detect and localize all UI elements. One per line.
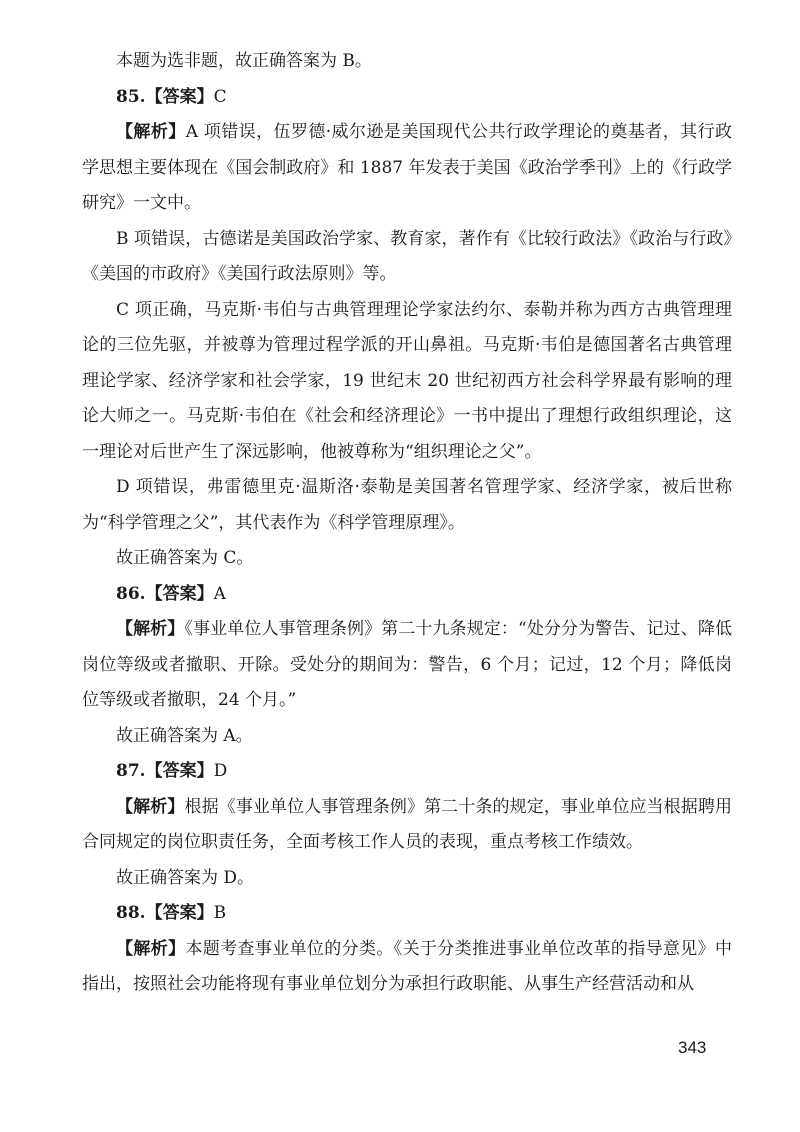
paragraph-heading: 88.【答案】	[116, 903, 214, 923]
paragraph-heading: 85.【答案】	[116, 86, 214, 107]
paragraph-text: A 项错误，伍罗德·威尔逊是美国现代公共行政学理论的奠基者，其行政学思想主要体现在《国会制政府》和 1887 年发表于美国《政治学季刊》上的《行政学研究》一文中。	[82, 122, 733, 213]
paragraph	[82, 754, 732, 790]
paragraph	[82, 577, 732, 613]
paragraph	[82, 541, 732, 577]
paragraph-text: C 项正确，马克斯·韦伯与古典管理理论学家法约尔、泰勒并称为西方古典管理理论的三位先驱，并被尊为管理过程学派的开山鼻祖。马克斯·韦伯是德国著名古典管理理论学家、经济学家和社会学家，19 世纪末 20 世纪初西方社会科学界最有影响的理论大师之一。马克斯·韦伯在《社会和经济理论》一书中提出了理想行政组织理论，这一理论对后世产生了深远影响，他被尊称为“组织理论之父”。	[82, 299, 732, 462]
paragraph	[82, 44, 732, 80]
paragraph-text: 根据《事业单位人事管理条例》第二十条的规定，事业单位应当根据聘用合同规定的岗位职责任务，全面考核工作人员的表现，重点考核工作绩效。	[82, 796, 733, 852]
paragraph-text: 本题考查事业单位的分类。《关于分类推进事业单位改革的指导意见》中指出，按照社会功能将现有事业单位划分为承担行政职能、从事生产经营活动和从	[82, 938, 733, 994]
paragraph-heading: 87.【答案】	[116, 761, 214, 781]
paragraph	[82, 470, 732, 541]
paragraph-text: B 项错误，古德诺是美国政治学家、教育家，著作有《比较行政法》《政治与行政》《美国的市政府》《美国行政法原则》等。	[82, 228, 732, 284]
paragraph	[82, 80, 732, 116]
paragraph	[82, 790, 732, 861]
page-number: 343	[678, 1038, 707, 1057]
paragraph-heading: 【解析】	[116, 122, 186, 142]
paragraph	[82, 612, 732, 719]
paragraph	[82, 896, 732, 932]
paragraph-text: 故正确答案为 A。	[116, 725, 253, 746]
paragraph-text: 故正确答案为 D。	[116, 867, 255, 888]
paragraph-text: 《事业单位人事管理条例》第二十九条规定：“处分分为警告、记过、降低岗位等级或者撤职、开除。受处分的期间为：警告，6 个月；记过，12 个月；降低岗位等级或者撤职，24 个月。”	[82, 619, 732, 710]
paragraph-heading: 86.【答案】	[116, 583, 214, 604]
paragraph	[82, 222, 732, 293]
paragraph	[82, 861, 732, 897]
paragraph	[82, 115, 732, 222]
paragraph-heading: 【解析】	[116, 938, 186, 959]
paragraph	[82, 719, 732, 755]
document-body	[82, 44, 732, 1003]
paragraph	[82, 293, 732, 471]
paragraph	[82, 932, 732, 1003]
paragraph-text: D 项错误，弗雷德里克·温斯洛·泰勒是美国著名管理学家、经济学家，被后世称为“科学管理之父”，其代表作为《科学管理原理》。	[82, 477, 732, 533]
paragraph-heading: 【解析】	[116, 619, 185, 639]
paragraph-heading: 【解析】	[116, 796, 185, 817]
paragraph-text: 故正确答案为 C。	[116, 548, 254, 568]
paragraph-text: D	[213, 761, 228, 781]
paragraph-text: A	[213, 583, 226, 604]
paragraph-text: C	[213, 86, 227, 107]
paragraph-text: B	[213, 903, 227, 923]
paragraph-text: 本题为选非题，故正确答案为 B。	[116, 51, 372, 71]
